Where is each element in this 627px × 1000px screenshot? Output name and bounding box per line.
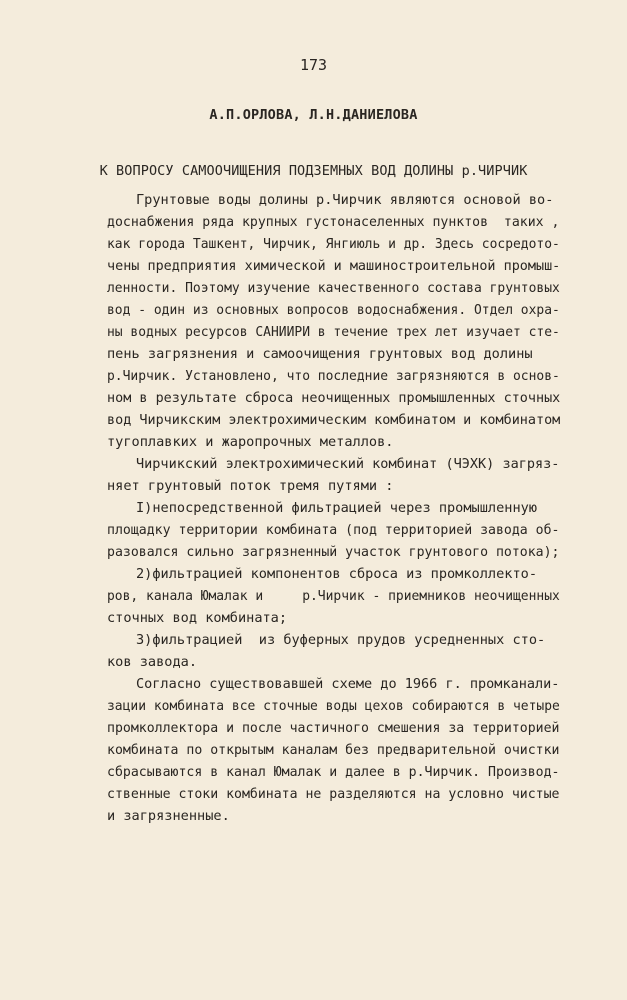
- body-line: 2)фильтрацией компонентов сброса из промколлекто-: [136, 566, 538, 582]
- body-line: разовался сильно загрязненный участок грунтового потока);: [107, 544, 560, 560]
- body-line: ров, канала Юмалак и р.Чирчик - приемников неочищенных: [107, 588, 560, 604]
- body-line: комбината по открытым каналам без предварительной очистки: [107, 742, 560, 758]
- body-line: р.Чирчик. Установлено, что последние загрязняются в основ-: [107, 368, 560, 384]
- body-line: промколлектора и после частичного смешения за территорией: [107, 720, 560, 736]
- body-line: площадку территории комбината (под территорией завода об-: [107, 522, 560, 538]
- body-line: доснабжения ряда крупных густонаселенных пунктов таких ,: [107, 214, 560, 230]
- body-line: ственные стоки комбината не разделяются на условно чистые: [107, 786, 560, 802]
- body-line: ны водных ресурсов САНИИРИ в течение трех лет изучает сте-: [107, 324, 560, 340]
- body-line: тугоплавких и жаропрочных металлов.: [107, 434, 394, 450]
- body-line: и загрязненные.: [107, 808, 230, 824]
- body-line: Согласно существовавшей схеме до 1966 г. промканали-: [136, 676, 560, 692]
- page-number: 173: [299, 56, 328, 74]
- body-line: зации комбината все сточные воды цехов собираются в четыре: [107, 698, 560, 714]
- article-title: К ВОПРОСУ САМООЧИЩЕНИЯ ПОДЗЕМНЫХ ВОД ДОЛИНЫ р.ЧИРЧИК: [99, 163, 528, 179]
- body-line: ков завода.: [107, 654, 198, 670]
- body-line: сточных вод комбината;: [107, 610, 288, 626]
- body-line: Грунтовые воды долины р.Чирчик являются основой во-: [136, 192, 554, 208]
- body-line: I)непосредственной фильтрацией через промышленную: [136, 500, 538, 516]
- body-line: вод Чирчикским электрохимическим комбинатом и комбинатом: [107, 412, 561, 428]
- body-line: 3)фильтрацией из буферных прудов усредненных сто-: [136, 632, 546, 648]
- body-line: как города Ташкент, Чирчик, Янгиюль и др. Здесь сосредото-: [107, 236, 560, 252]
- body-line: ном в результате сброса неочищенных промышленных сточных: [107, 390, 561, 406]
- body-line: пень загрязнения и самоочищения грунтовых вод долины: [107, 346, 533, 362]
- body-line: сбрасываются в канал Юмалак и далее в р.Чирчик. Производ-: [107, 764, 560, 780]
- body-line: ленности. Поэтому изучение качественного состава грунтовых: [107, 280, 560, 296]
- body-line: чены предприятия химической и машиностроительной промыш-: [107, 258, 561, 274]
- authors: А.П.ОРЛОВА, Л.Н.ДАНИЕЛОВА: [209, 107, 418, 123]
- body-line: Чирчикский электрохимический комбинат (ЧЭХК) загряз-: [136, 456, 560, 472]
- body-line: вод - один из основных вопросов водоснабжения. Отдел охра-: [107, 302, 560, 318]
- body-line: няет грунтовый поток тремя путями :: [107, 478, 394, 494]
